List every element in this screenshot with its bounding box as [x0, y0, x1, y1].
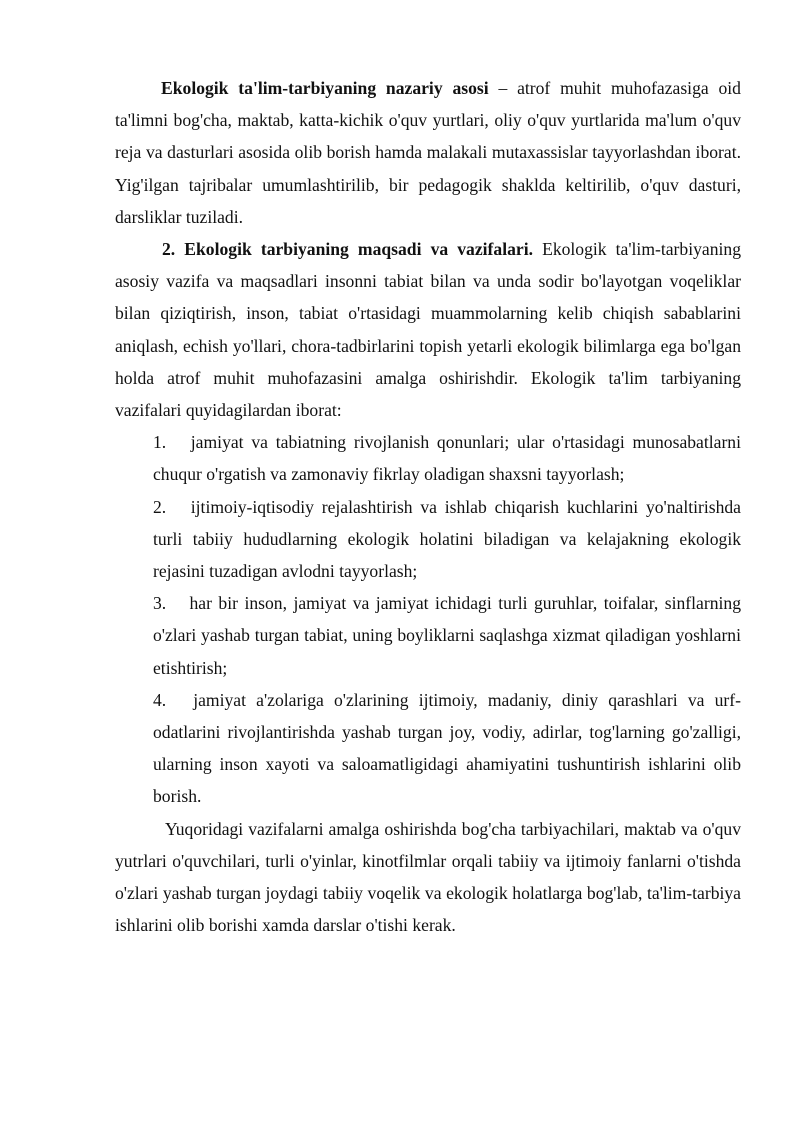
- list-item: [153, 684, 741, 813]
- list-item-text: jamiyat a'zolariga o'zlarining ijtimoiy, madaniy, diniy qarashlari va urf-odatlarini rivojlantirishda yashab turgan joy, vodiy, adirlar, tog'larning go'zalligi, ularning inson xayoti va saloamatligidagi ahamiyatini tushuntirish ishlarini olib borish.: [153, 689, 741, 807]
- paragraph-theory-text: – atrof muhit muhofazasiga oid ta'limni bog'cha, maktab, katta-kichik o'quv yurtlari, oliy o'quv yurtlarida ma'lum o'quv reja va dasturlari asosida olib borish hamda malakali mutaxassislar tayyorlashdan iborat. Yig'ilgan tajribalar umumlashtirilib, bir pedagogik shaklda keltirilib, o'quv dasturi, darsliklar tuziladi.: [115, 78, 741, 227]
- list-item-number: 3.: [153, 593, 167, 614]
- list-item-text: ijtimoiy-iqtisodiy rejalashtirish va ishlab chiqarish kuchlarini yo'naltirishda turli tabiiy hududlarning ekologik holatini biladigan va kelajakning ekologik rejasini tuzadigan avlodni tayyorlash;: [153, 496, 741, 582]
- list-item-text: har bir inson, jamiyat va jamiyat ichidagi turli guruhlar, toifalar, sinflarning o'zlari yashab turgan tabiat, uning boyliklarni saqlashga xizmat qiladigan yoshlarni etishtirish;: [153, 593, 741, 678]
- list-item-number: 2.: [153, 496, 167, 517]
- list-item: [153, 426, 741, 490]
- paragraph-goals-text: Ekologik ta'lim-tarbiyaning asosiy vazifa va maqsadlari insonni tabiat bilan va unda sodir bo'layotgan voqeliklar bilan qiziqtirish, inson, tabiat o'rtasidagi muammolarning kelib chiqish sabablarini aniqlash, echish yo'llari, chora-tadbirlarini topish yetarli ekologik bilimlarga ega bo'lgan holda atrof muhit muhofazasini amalga oshirishdir. Ekologik ta'lim tarbiyaning vazifalari quyidagilardan iborat:: [115, 239, 741, 421]
- list-item-text: jamiyat va tabiatning rivojlanish qonunlari; ular o'rtasidagi munosabatlarni chuqur o'rgatish va zamonaviy fikrlay oladigan shaxsni tayyorlash;: [153, 432, 741, 485]
- paragraph-goals: [115, 233, 741, 426]
- section-heading-goals: 2. Ekologik tarbiyaning maqsadi va vazifalari.: [162, 239, 533, 260]
- paragraph-theory: [115, 72, 741, 233]
- list-item: [153, 491, 741, 588]
- paragraph-closing: Yuqoridagi vazifalarni amalga oshirishda bog'cha tarbiyachilari, maktab va o'quv yutrlari o'quvchilari, turli o'yinlar, kinotfilmlar orqali tabiiy va ijtimoiy fanlarni o'tishda o'zlari yashab turgan joydagi tabiiy voqelik va ekologik holatlarga bog'lab, ta'lim-tarbiya ishlarini olib borishi xamda darslar o'tishi kerak.: [115, 818, 741, 936]
- paragraph-theory-lead: Ekologik ta'lim-tarbiyaning nazariy asosi: [161, 78, 489, 98]
- document-page: [115, 72, 741, 941]
- list-item-number: 4.: [153, 689, 167, 710]
- list-item-number: 1.: [153, 432, 167, 453]
- tasks-list: [115, 426, 741, 812]
- list-item: [153, 587, 741, 684]
